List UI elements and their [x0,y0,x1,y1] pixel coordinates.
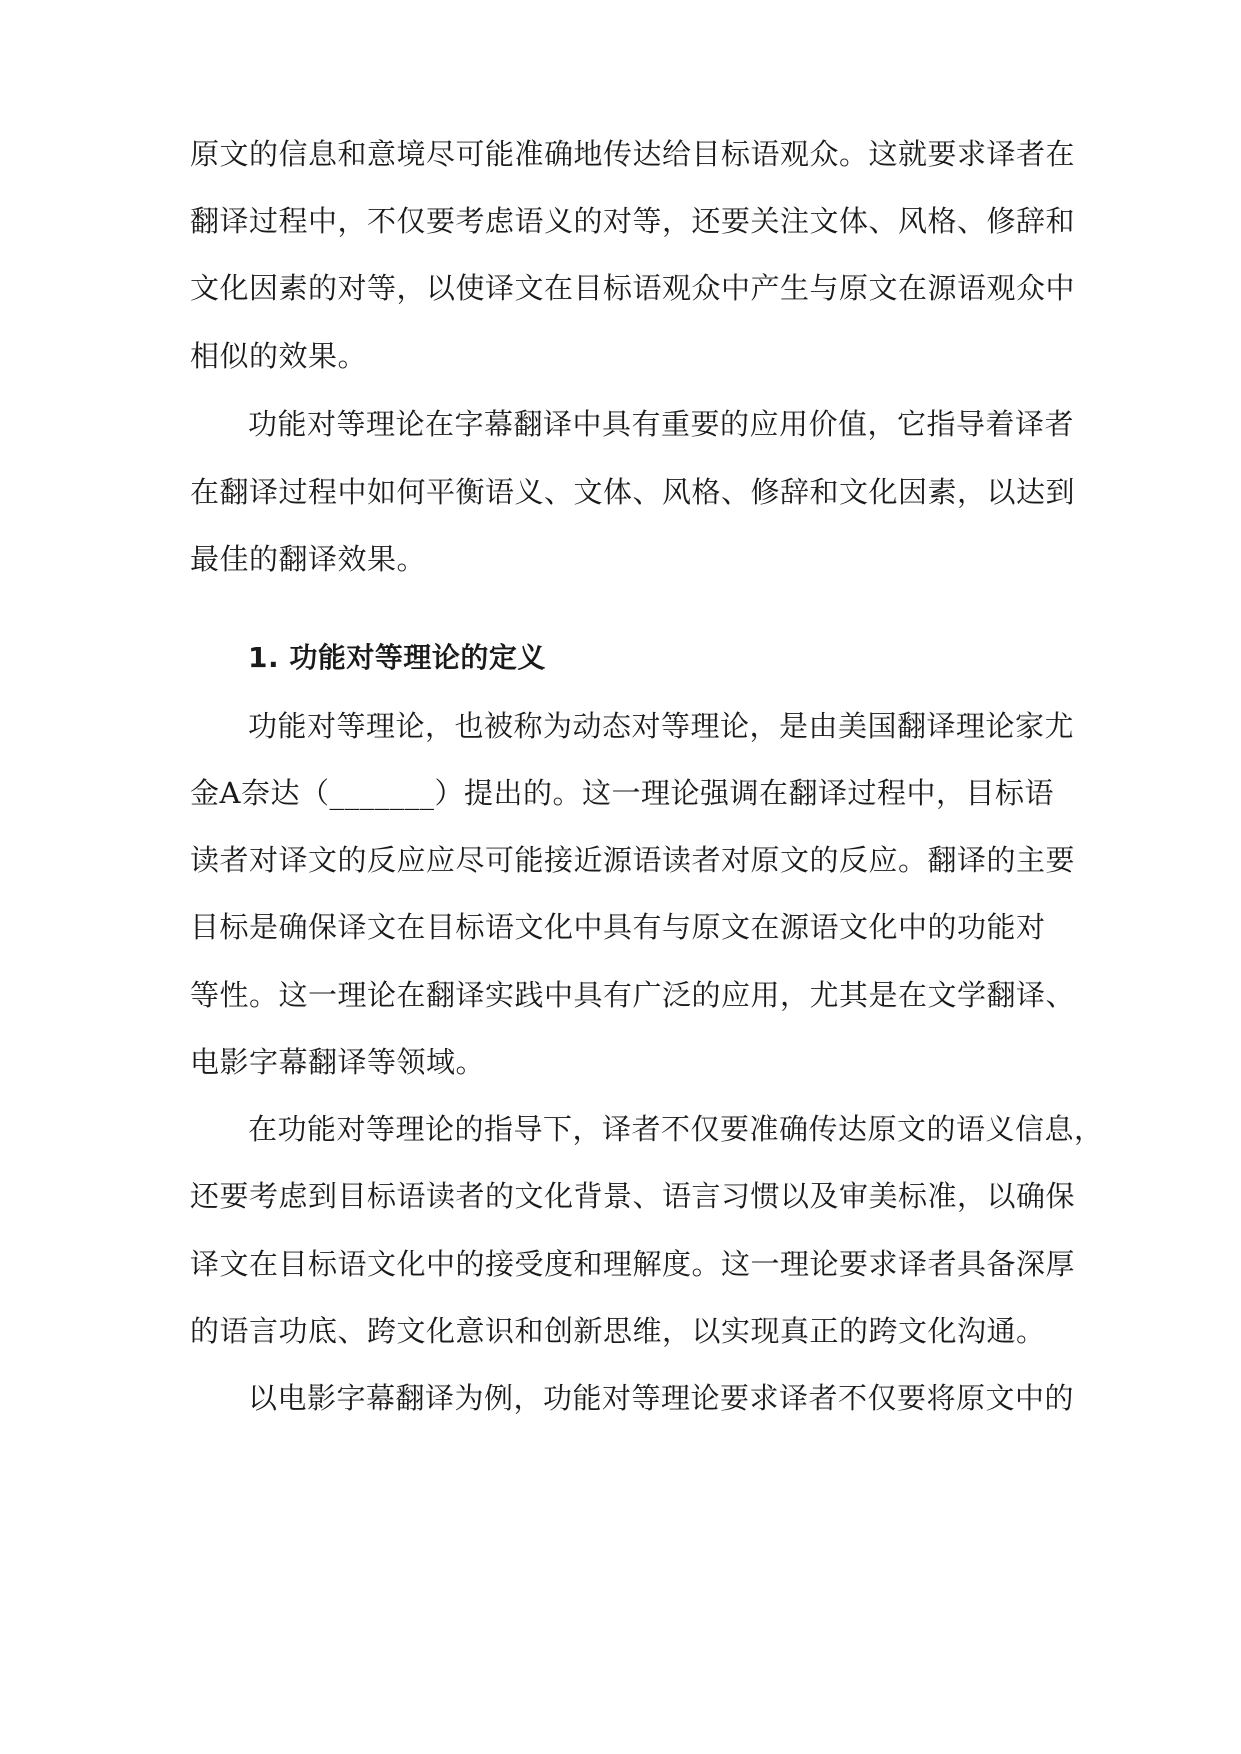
paragraph-line: 相似的效果。 [190,339,368,373]
section-heading: 1. 功能对等理论的定义 [248,641,546,674]
paragraph-line: 在功能对等理论的指导下，译者不仅要准确传达原文的语义信息， [248,1112,1104,1146]
paragraph-line: 以电影字幕翻译为例，功能对等理论要求译者不仅要将原文中的 [248,1381,1075,1415]
paragraph-line: 还要考虑到目标语读者的文化背景、语言习惯以及审美标准，以确保 [190,1179,1076,1213]
paragraph-line: 在翻译过程中如何平衡语义、文体、风格、修辞和文化因素，以达到 [190,475,1076,509]
paragraph-line: 原文的信息和意境尽可能准确地传达给目标语观众。这就要求译者在 [190,137,1076,171]
paragraph-line: 功能对等理论在字幕翻译中具有重要的应用价值，它指导着译者 [248,407,1075,441]
paragraph-line: 文化因素的对等，以使译文在目标语观众中产生与原文在源语观众中 [190,271,1076,305]
paragraph-line: 目标是确保译文在目标语文化中具有与原文在源语文化中的功能对 [190,910,1046,944]
paragraph-line: 金A奈达（_______）提出的。这一理论强调在翻译过程中，目标语 [190,776,1054,810]
paragraph-line: 翻译过程中，不仅要考虑语义的对等，还要关注文体、风格、修辞和 [190,204,1076,238]
paragraph-line: 的语言功底、跨文化意识和创新思维，以实现真正的跨文化沟通。 [190,1314,1046,1348]
paragraph-line: 译文在目标语文化中的接受度和理解度。这一理论要求译者具备深厚 [190,1247,1076,1281]
paragraph-line: 读者对译文的反应应尽可能接近源语读者对原文的反应。翻译的主要 [190,843,1076,877]
paragraph-line: 电影字幕翻译等领域。 [190,1045,486,1079]
paragraph-line: 功能对等理论，也被称为动态对等理论，是由美国翻译理论家尤 [248,709,1075,743]
paragraph-line: 最佳的翻译效果。 [190,542,427,576]
paragraph-line: 等性。这一理论在翻译实践中具有广泛的应用，尤其是在文学翻译、 [190,978,1076,1012]
